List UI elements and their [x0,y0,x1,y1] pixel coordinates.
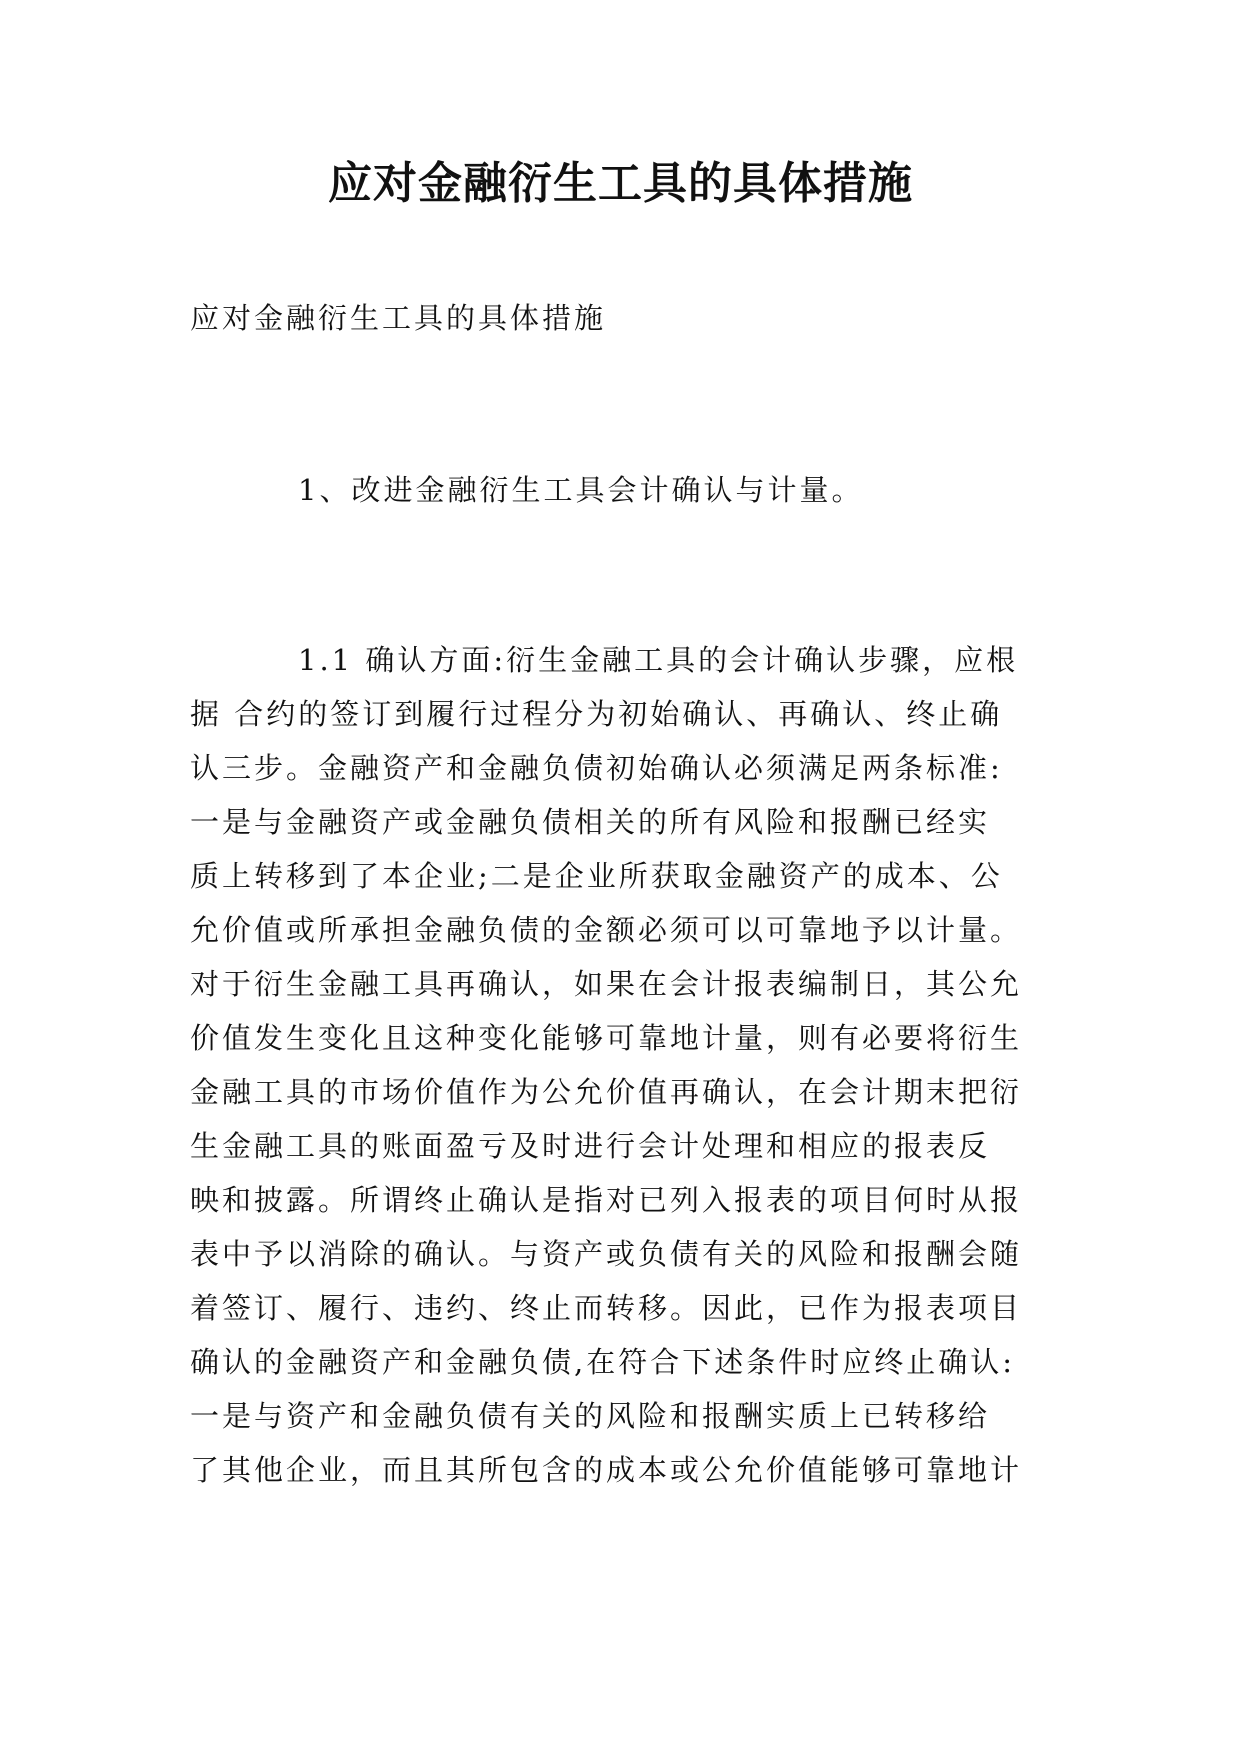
paragraph-line: 对于衍生金融工具再确认，如果在会计报表编制日，其公允 [190,967,1023,1001]
paragraph-line: 确认的金融资产和金融负债,在符合下述条件时应终止确认: [190,1345,1015,1379]
paragraph-line: 着签订、履行、违约、终止而转移。因此，已作为报表项目 [190,1291,1023,1325]
paragraph-line: 一是与金融资产或金融负债相关的所有风险和报酬已经实 [190,805,991,839]
paragraph-line: 据 合约的签订到履行过程分为初始确认、再确认、终止确 [190,697,1003,731]
paragraph-line: 1.1 确认方面:衍生金融工具的会计确认步骤，应根 [298,643,1019,677]
document-title: 应对金融衍生工具的具体措施 [328,158,913,209]
paragraph-line: 生金融工具的账面盈亏及时进行会计处理和相应的报表反 [190,1129,991,1163]
paragraph-line: 映和披露。所谓终止确认是指对已列入报表的项目何时从报 [190,1183,1023,1217]
paragraph-line: 金融工具的市场价值作为公允价值再确认，在会计期末把衍 [190,1075,1023,1109]
paragraph-line: 一是与资产和金融负债有关的风险和报酬实质上已转移给 [190,1399,991,1433]
paragraph-line: 了其他企业，而且其所包含的成本或公允价值能够可靠地计 [190,1453,1023,1487]
paragraph-line: 认三步。金融资产和金融负债初始确认必须满足两条标准: [190,751,1003,785]
document-subtitle: 应对金融衍生工具的具体措施 [190,301,607,335]
paragraph-line: 价值发生变化且这种变化能够可靠地计量，则有必要将衍生 [190,1021,1023,1055]
paragraph-line: 允价值或所承担金融负债的金额必须可以可靠地予以计量。 [190,913,1023,947]
paragraph-line: 质上转移到了本企业;二是企业所获取金融资产的成本、公 [190,859,1003,893]
paragraph-line: 表中予以消除的确认。与资产或负债有关的风险和报酬会随 [190,1237,1023,1271]
section-heading: 1、改进金融衍生工具会计确认与计量。 [298,473,864,507]
